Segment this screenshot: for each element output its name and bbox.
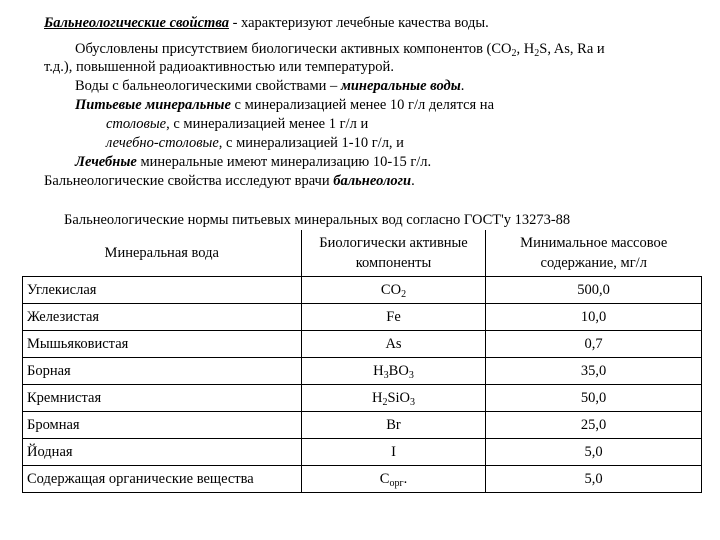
table-row [23,466,702,493]
water-type: Углекислая [23,277,302,304]
active-component: I [302,439,486,466]
intro-line-4: Воды с бальнеологическими свойствами – минеральные воды. [75,78,465,94]
table-row [23,385,702,412]
water-type: Мышьяковистая [23,331,302,358]
active-component: $H_2SiO_3$ [302,385,486,412]
min-content-value: 25,0 [486,412,702,439]
min-content-value: 5,0 [486,466,702,493]
active-component: Fe [302,304,486,331]
table-header-row [23,230,702,277]
drinking-mineral-term: Питьевые минеральные [75,97,231,113]
active-component: $H_3BO_3$ [302,358,486,385]
min-content-value: 5,0 [486,439,702,466]
header-mineral-water: Минеральная вода [23,230,302,277]
table-row [23,358,702,385]
balneologists-term: бальнеологи [333,173,412,189]
water-type: Бромная [23,412,302,439]
min-content-value: 10,0 [486,304,702,331]
water-type: Содержащая органические вещества [23,466,302,493]
intro-line-3: т.д.), повышенной радиоактивностью или температурой. [44,59,394,75]
intro-line-1 [44,14,489,32]
norms-table [22,230,702,493]
active-component: Br [302,412,486,439]
medical-table-term: лечебно-столовые [106,135,219,151]
table-caption: Бальнеологические нормы питьевых минеральных вод согласно ГОСТ'у 13273-88 [64,212,571,228]
table-row [23,304,702,331]
intro-line-8: Лечебные минеральные имеют минерализацию 10-15 г/л. [75,154,432,170]
intro-line-9: Бальнеологические свойства исследуют врачи бальнеологи. [44,173,415,189]
header-components: Биологически активные компоненты [302,230,486,277]
intro-line-2: Обусловлены присутствием биологически активных компонентов ($CO_2$, $H_2S$, As, Ra и [75,41,605,59]
active-component: $CO_2$ [302,277,486,304]
table-row [23,412,702,439]
table-waters-term: столовые [106,116,167,132]
title-rest: - характеризуют лечебные качества воды. [228,15,489,31]
medical-waters-term: Лечебные [75,154,137,170]
water-type: Йодная [23,439,302,466]
intro-line-5: Питьевые минеральные с минерализацией менее 10 г/л делятся на [75,97,495,113]
min-content-value: 0,7 [486,331,702,358]
section-title: Бальнеологические свойства [44,15,229,31]
min-content-value: 35,0 [486,358,702,385]
mineral-waters-term: минеральные воды [340,78,461,94]
intro-line-6: столовые, с минерализацией менее 1 г/л и [106,116,369,132]
min-content-value: 500,0 [486,277,702,304]
min-content-value: 50,0 [486,385,702,412]
water-type: Кремнистая [23,385,302,412]
header-min-content: Минимальное массовое содержание, мг/л [486,230,702,277]
table-row [23,277,702,304]
water-type: Железистая [23,304,302,331]
intro-line-7: лечебно-столовые, с минерализацией 1-10 г/л, и [106,135,404,151]
active-component: As [302,331,486,358]
table-row [23,439,702,466]
active-component: $C_{орг}$. [302,466,486,493]
water-type: Борная [23,358,302,385]
table-row [23,331,702,358]
